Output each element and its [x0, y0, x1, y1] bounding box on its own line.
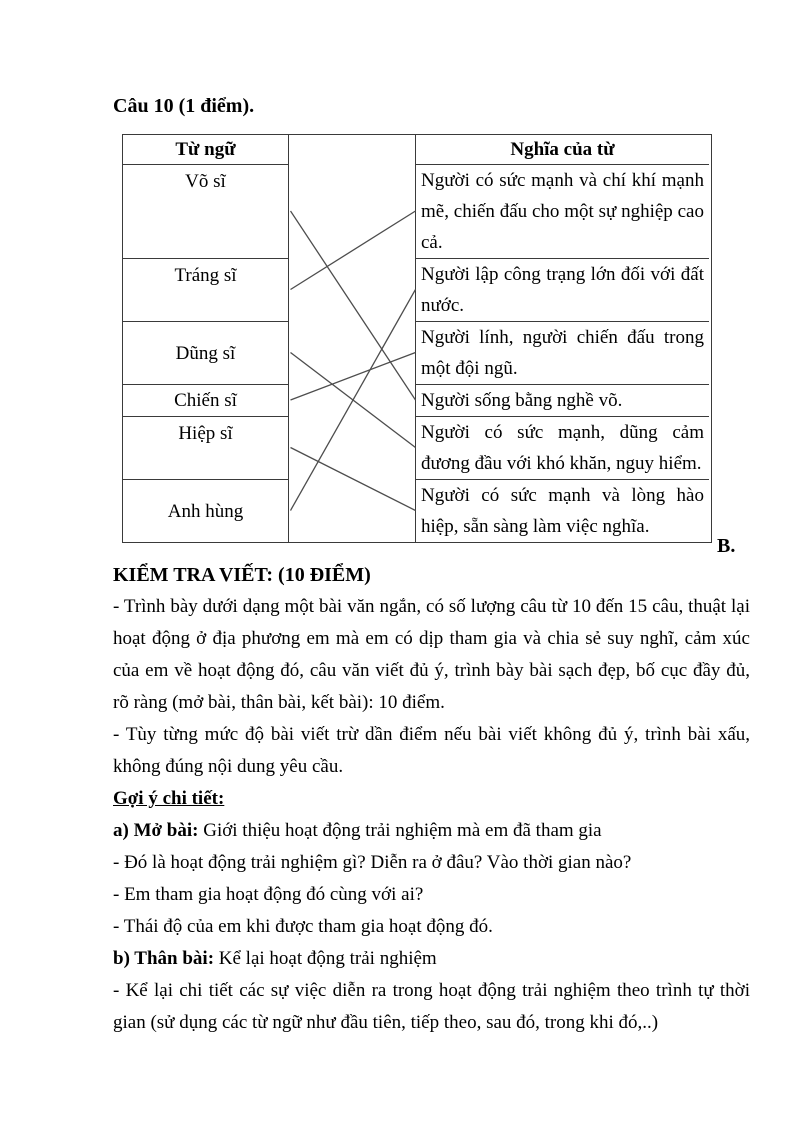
- definition-cell: Người sống bằng nghề võ.: [415, 384, 709, 416]
- term-label: Võ sĩ: [185, 171, 226, 192]
- definition-cell: Người lập công trạng lớn đối với đất nước.: [415, 258, 709, 321]
- term-cell: [123, 164, 289, 258]
- matching-exercise: [122, 134, 736, 557]
- bold-lead: a) Mở bài:: [113, 820, 199, 841]
- term-label: Dũng sĩ: [175, 342, 236, 364]
- paragraph: - Đó là hoạt động trải nghiệm gì? Diễn ra ở đâu? Vào thời gian nào?: [113, 852, 632, 873]
- term-cell: [123, 321, 289, 384]
- term-label: Chiến sĩ: [174, 390, 237, 411]
- writing-test-section: [113, 559, 750, 1039]
- match-gap-cell: [289, 135, 415, 542]
- paragraph: a) Mở bài: Giới thiệu hoạt động trải nghiệm mà em đã tham gia: [113, 820, 602, 841]
- paragraph: - Em tham gia hoạt động đó cùng với ai?: [113, 884, 424, 905]
- definition-cell: Người có sức mạnh và lòng hào hiệp, sẵn sàng làm việc nghĩa.: [415, 479, 709, 542]
- term-cell: [123, 416, 289, 479]
- term-label: Anh hùng: [167, 500, 244, 522]
- paragraph: - Thái độ của em khi được tham gia hoạt động đó.: [113, 916, 493, 937]
- paragraph: - Tùy từng mức độ bài viết trừ dần điểm nếu bài viết không đủ ý, trình bài xấu, không đúng nội dung yêu cầu.: [113, 724, 750, 777]
- term-cell: [123, 479, 289, 542]
- term-cell: [123, 384, 289, 416]
- definition-cell: Người có sức mạnh, dũng cảm đương đầu với khó khăn, nguy hiểm.: [415, 416, 709, 479]
- definition-cell: Người lính, người chiến đấu trong một đội ngũ.: [415, 321, 709, 384]
- definition-cell: Người có sức mạnh và chí khí mạnh mẽ, chiến đấu cho một sự nghiệp cao cả.: [415, 164, 709, 258]
- section-label-b: B.: [717, 535, 736, 557]
- column-header-definitions: Nghĩa của từ: [415, 135, 709, 164]
- column-header-terms: Từ ngữ: [123, 135, 289, 164]
- section-heading: Gợi ý chi tiết:: [113, 788, 225, 809]
- term-label: Tráng sĩ: [174, 265, 237, 286]
- paragraph: - Kể lại chi tiết các sự việc diễn ra trong hoạt động trải nghiệm theo trình tự thời gian (sử dụng các từ ngữ như đầu tiên, tiếp theo, sau đó, trong khi đó,..): [113, 980, 750, 1033]
- match-table: [122, 134, 712, 543]
- paragraph: - Trình bày dưới dạng một bài văn ngắn, có số lượng câu từ 10 đến 15 câu, thuật lại hoạt động ở địa phương em mà em có dịp tham gia và chia sẻ suy nghĩ, cảm xúc của em về hoạt động đó, câu văn viết đủ ý, trình bày bài sạch đẹp, bố cục đầy đủ, rõ ràng (mở bài, thân bài, kết bài): 10 điểm.: [113, 596, 750, 713]
- term-label: Hiệp sĩ: [178, 423, 233, 444]
- section-heading: KIỂM TRA VIẾT: (10 ĐIỂM): [113, 564, 371, 586]
- paragraph: b) Thân bài: Kể lại hoạt động trải nghiệm: [113, 948, 437, 969]
- bold-lead: b) Thân bài:: [113, 948, 215, 969]
- term-cell: [123, 258, 289, 321]
- question-heading: Câu 10 (1 điểm).: [113, 95, 255, 117]
